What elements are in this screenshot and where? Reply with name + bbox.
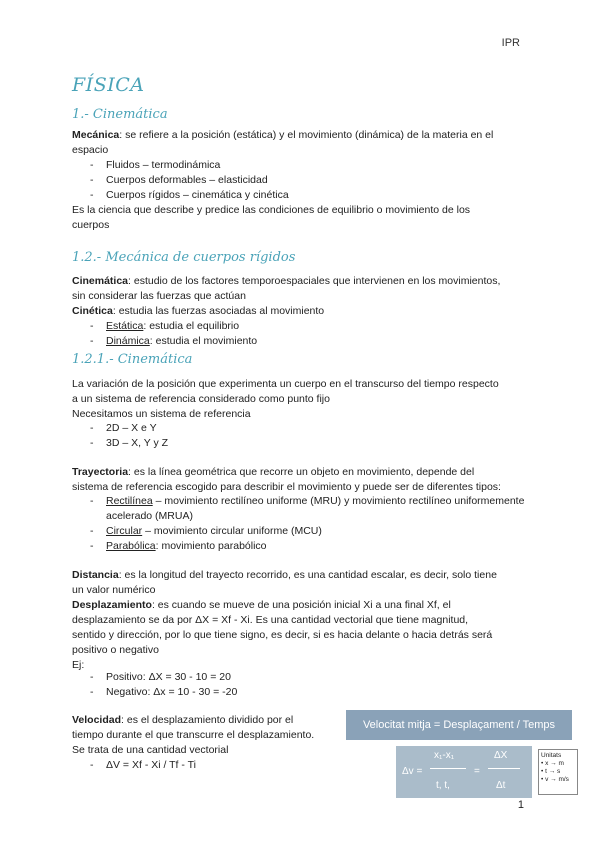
heading-cinematica: 1.- Cinemática	[72, 107, 168, 122]
velocidad-paragraph: Velocidad: es el desplazamiento dividido por el tiempo durante el que transcurre el desplazamiento. Se trata de una cantidad vectorial	[72, 714, 315, 756]
formula-num2: ΔX	[494, 750, 508, 761]
list-item: - Parabólica: movimiento parabólico	[90, 540, 267, 552]
list-item: - Circular – movimiento circular uniforme (MCU)	[90, 525, 322, 537]
document-title: FÍSICA	[72, 74, 145, 96]
formula-den1: t, t,	[436, 780, 450, 791]
distancia-paragraph: Distancia: es la longitud del trayecto recorrido, es una cantidad escalar, es decir, solo tiene un valor numérico	[72, 569, 497, 596]
mecanica-paragraph: Mecánica: se refiere a la posición (estática) y el movimiento (dinámica) de la materia en el espacio	[72, 129, 494, 156]
unit-item: • v → m/s	[541, 776, 569, 783]
velocitat-banner: Velocitat mitja = Desplaçament / Temps	[346, 710, 572, 740]
unit-item: • t → s	[541, 768, 561, 775]
trayectoria-paragraph: Trayectoria: es la línea geométrica que recorre un objeto en movimiento, depende del sistema de referencia escogido para describir el movimiento y puede ser de diferentes tipos:	[72, 466, 501, 493]
list-item: - 2D – X e Y	[90, 422, 157, 434]
velocity-formula-image	[396, 746, 532, 798]
list-item: - Estática: estudia el equilibrio	[90, 320, 240, 332]
fraction-line	[488, 768, 520, 769]
list-item: - Negativo: Δx = 10 - 30 = -20	[90, 686, 238, 698]
list-item: - Cuerpos rígidos – cinemática y cinética	[90, 189, 289, 201]
page-number: 1	[517, 799, 524, 811]
list-item: - Fluidos – termodinámica	[90, 159, 221, 171]
formula-eq: =	[474, 766, 480, 777]
cinetica-paragraph: Cinética: estudia las fuerzas asociadas al movimiento	[72, 305, 325, 317]
list-item: - ΔV = Xf - Xi / Tf - Ti	[90, 759, 196, 771]
variacion-paragraph: La variación de la posición que experimenta un cuerpo en el transcurso del tiempo respecto a un sistema de referencia considerado como punto fijo Necesitamos un sistema de referencia	[72, 378, 499, 420]
cinematica-paragraph: Cinemática: estudio de los factores temporoespaciales que intervienen en los movimientos, sin considerar las fuerzas que actúan	[72, 275, 501, 302]
unit-item: • x → m	[541, 760, 564, 767]
header-label: IPR	[501, 37, 520, 49]
list-item: - Dinámica: estudia el movimiento	[90, 335, 258, 347]
desplazamiento-paragraph: Desplazamiento: es cuando se mueve de una posición inicial Xi a una final Xf, el desplazamiento se da por ΔX = Xf - Xi. Es una cantidad vectorial que tiene magnitud, sentido y dirección, por lo que tiene signo, es decir, si es hacia delante o hacia detrás será positivo o negativo Ej:	[72, 599, 493, 671]
list-item: - Cuerpos deformables – elasticidad	[90, 174, 268, 186]
list-item: - 3D – X, Y y Z	[90, 437, 169, 449]
units-title: Unitats	[541, 752, 562, 759]
list-item: - Rectilínea – movimiento rectilíneo uniforme (MRU) y movimiento rectilíneo uniformemente acelerado (MRUA)	[90, 495, 525, 522]
formula-den2: Δt	[496, 780, 506, 791]
formula-vm: Δv =	[402, 766, 423, 777]
fraction-line	[430, 768, 466, 769]
formula-num1: x₁-x₁	[434, 750, 455, 761]
heading-mecanica-cuerpos: 1.2.- Mecánica de cuerpos rígidos	[72, 250, 296, 265]
list-item: - Positivo: ΔX = 30 - 10 = 20	[90, 671, 231, 683]
heading-cinematica-sub: 1.2.1.- Cinemática	[72, 352, 193, 367]
ciencia-paragraph: Es la ciencia que describe y predice las condiciones de equilibrio o movimiento de los cuerpos	[72, 204, 471, 231]
units-box	[538, 749, 578, 795]
